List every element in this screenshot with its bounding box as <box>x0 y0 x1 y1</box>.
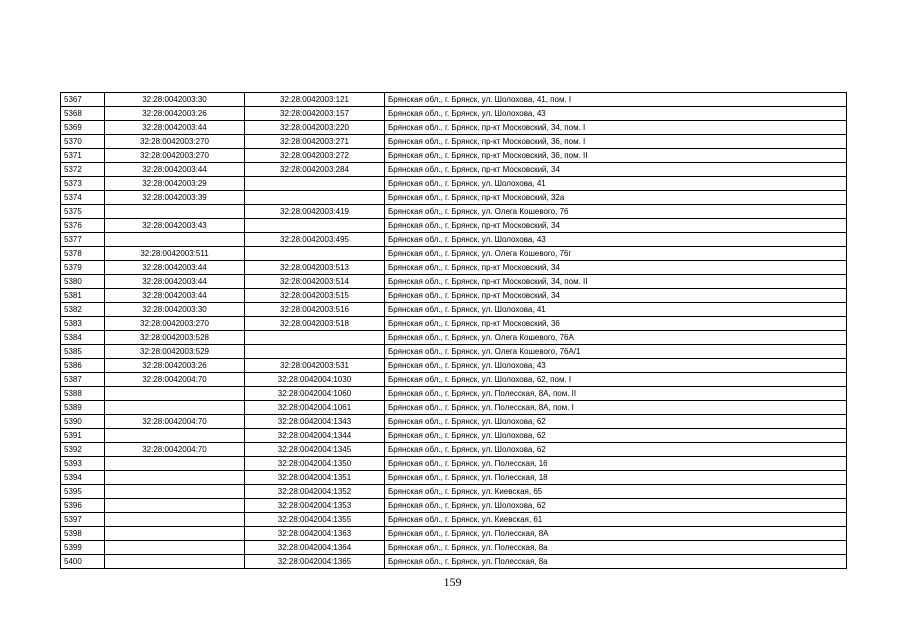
address-cell: Брянская обл., г. Брянск, пр-кт Московский, 34 <box>385 219 847 233</box>
address-cell: Брянская обл., г. Брянск, пр-кт Московский, 34, пом. II <box>385 275 847 289</box>
object-number-cell: 32:28:0042003:272 <box>245 149 385 163</box>
table-row <box>61 205 847 219</box>
table-row <box>61 555 847 569</box>
address-cell: Брянская обл., г. Брянск, пр-кт Московский, 36, пом. II <box>385 149 847 163</box>
parcel-number-cell: 32:28:0042003:26 <box>105 107 245 121</box>
row-number-cell: 5371 <box>61 149 105 163</box>
parcel-number-cell <box>105 499 245 513</box>
table-row <box>61 373 847 387</box>
object-number-cell: 32:28:0042003:121 <box>245 93 385 107</box>
parcel-number-cell <box>105 527 245 541</box>
row-number-cell: 5382 <box>61 303 105 317</box>
row-number-cell: 5368 <box>61 107 105 121</box>
row-number-cell: 5379 <box>61 261 105 275</box>
parcel-number-cell: 32:28:0042003:270 <box>105 149 245 163</box>
object-number-cell: 32:28:0042004:1351 <box>245 471 385 485</box>
parcel-number-cell: 32:28:0042003:44 <box>105 289 245 303</box>
object-number-cell: 32:28:0042004:1344 <box>245 429 385 443</box>
object-number-cell <box>245 345 385 359</box>
parcel-number-cell: 32:28:0042004:70 <box>105 415 245 429</box>
parcel-number-cell <box>105 471 245 485</box>
object-number-cell <box>245 219 385 233</box>
table-row <box>61 163 847 177</box>
row-number-cell: 5389 <box>61 401 105 415</box>
row-number-cell: 5397 <box>61 513 105 527</box>
table-row <box>61 345 847 359</box>
address-cell: Брянская обл., г. Брянск, ул. Шолохова, 43 <box>385 233 847 247</box>
parcel-number-cell: 32:28:0042003:44 <box>105 275 245 289</box>
address-cell: Брянская обл., г. Брянск, ул. Полесская, 8А, пом. II <box>385 387 847 401</box>
row-number-cell: 5385 <box>61 345 105 359</box>
object-number-cell: 32:28:0042003:513 <box>245 261 385 275</box>
parcel-number-cell: 32:28:0042003:30 <box>105 93 245 107</box>
row-number-cell: 5378 <box>61 247 105 261</box>
row-number-cell: 5392 <box>61 443 105 457</box>
row-number-cell: 5377 <box>61 233 105 247</box>
address-cell: Брянская обл., г. Брянск, пр-кт Московский, 34, пом. I <box>385 121 847 135</box>
table-row <box>61 387 847 401</box>
object-number-cell: 32:28:0042004:1350 <box>245 457 385 471</box>
object-number-cell: 32:28:0042003:157 <box>245 107 385 121</box>
table-row <box>61 401 847 415</box>
parcel-number-cell: 32:28:0042003:270 <box>105 317 245 331</box>
table-row <box>61 121 847 135</box>
object-number-cell: 32:28:0042003:284 <box>245 163 385 177</box>
object-number-cell <box>245 331 385 345</box>
table-row <box>61 135 847 149</box>
table-row <box>61 317 847 331</box>
table-row <box>61 261 847 275</box>
table-row <box>61 247 847 261</box>
table-row <box>61 275 847 289</box>
row-number-cell: 5374 <box>61 191 105 205</box>
parcel-number-cell: 32:28:0042004:70 <box>105 373 245 387</box>
address-cell: Брянская обл., г. Брянск, ул. Шолохова, 62 <box>385 415 847 429</box>
parcel-number-cell: 32:28:0042004:70 <box>105 443 245 457</box>
parcel-number-cell: 32:28:0042003:511 <box>105 247 245 261</box>
table-row <box>61 429 847 443</box>
object-number-cell: 32:28:0042003:515 <box>245 289 385 303</box>
table-row <box>61 415 847 429</box>
row-number-cell: 5398 <box>61 527 105 541</box>
address-cell: Брянская обл., г. Брянск, ул. Шолохова, 41, пом. I <box>385 93 847 107</box>
row-number-cell: 5384 <box>61 331 105 345</box>
object-number-cell: 32:28:0042003:531 <box>245 359 385 373</box>
address-cell: Брянская обл., г. Брянск, ул. Киевская, 61 <box>385 513 847 527</box>
object-number-cell: 32:28:0042003:495 <box>245 233 385 247</box>
object-number-cell: 32:28:0042004:1363 <box>245 527 385 541</box>
parcel-number-cell <box>105 485 245 499</box>
address-cell: Брянская обл., г. Брянск, пр-кт Московский, 34 <box>385 289 847 303</box>
registry-table <box>60 92 847 569</box>
row-number-cell: 5399 <box>61 541 105 555</box>
address-cell: Брянская обл., г. Брянск, ул. Шолохова, 62 <box>385 429 847 443</box>
parcel-number-cell <box>105 401 245 415</box>
object-number-cell: 32:28:0042004:1060 <box>245 387 385 401</box>
parcel-number-cell: 32:28:0042003:44 <box>105 121 245 135</box>
parcel-number-cell: 32:28:0042003:39 <box>105 191 245 205</box>
row-number-cell: 5391 <box>61 429 105 443</box>
table-row <box>61 219 847 233</box>
table-row <box>61 499 847 513</box>
object-number-cell: 32:28:0042003:419 <box>245 205 385 219</box>
row-number-cell: 5381 <box>61 289 105 303</box>
object-number-cell: 32:28:0042003:516 <box>245 303 385 317</box>
address-cell: Брянская обл., г. Брянск, ул. Олега Кошевого, 76 <box>385 205 847 219</box>
row-number-cell: 5369 <box>61 121 105 135</box>
object-number-cell <box>245 177 385 191</box>
address-cell: Брянская обл., г. Брянск, пр-кт Московский, 34 <box>385 163 847 177</box>
parcel-number-cell <box>105 429 245 443</box>
row-number-cell: 5380 <box>61 275 105 289</box>
row-number-cell: 5394 <box>61 471 105 485</box>
row-number-cell: 5370 <box>61 135 105 149</box>
table-row <box>61 359 847 373</box>
parcel-number-cell <box>105 541 245 555</box>
row-number-cell: 5390 <box>61 415 105 429</box>
parcel-number-cell <box>105 513 245 527</box>
address-cell: Брянская обл., г. Брянск, ул. Полесская, 8А, пом. I <box>385 401 847 415</box>
row-number-cell: 5373 <box>61 177 105 191</box>
parcel-number-cell: 32:28:0042003:529 <box>105 345 245 359</box>
table-row <box>61 527 847 541</box>
table-row <box>61 457 847 471</box>
parcel-number-cell <box>105 387 245 401</box>
row-number-cell: 5396 <box>61 499 105 513</box>
parcel-number-cell: 32:28:0042003:528 <box>105 331 245 345</box>
parcel-number-cell <box>105 233 245 247</box>
table-row <box>61 485 847 499</box>
address-cell: Брянская обл., г. Брянск, ул. Киевская, 65 <box>385 485 847 499</box>
address-cell: Брянская обл., г. Брянск, ул. Полесская, 16 <box>385 457 847 471</box>
object-number-cell: 32:28:0042003:518 <box>245 317 385 331</box>
table-row <box>61 331 847 345</box>
row-number-cell: 5387 <box>61 373 105 387</box>
parcel-number-cell <box>105 205 245 219</box>
table-row <box>61 149 847 163</box>
object-number-cell: 32:28:0042004:1364 <box>245 541 385 555</box>
parcel-number-cell <box>105 457 245 471</box>
table-row <box>61 471 847 485</box>
address-cell: Брянская обл., г. Брянск, ул. Шолохова, 43 <box>385 107 847 121</box>
object-number-cell: 32:28:0042003:514 <box>245 275 385 289</box>
parcel-number-cell: 32:28:0042003:30 <box>105 303 245 317</box>
row-number-cell: 5393 <box>61 457 105 471</box>
address-cell: Брянская обл., г. Брянск, ул. Олега Кошевого, 76г <box>385 247 847 261</box>
table-row <box>61 541 847 555</box>
table-row <box>61 303 847 317</box>
address-cell: Брянская обл., г. Брянск, ул. Олега Кошевого, 76А <box>385 331 847 345</box>
object-number-cell: 32:28:0042004:1355 <box>245 513 385 527</box>
row-number-cell: 5375 <box>61 205 105 219</box>
table-row <box>61 107 847 121</box>
parcel-number-cell: 32:28:0042003:29 <box>105 177 245 191</box>
object-number-cell: 32:28:0042004:1030 <box>245 373 385 387</box>
address-cell: Брянская обл., г. Брянск, ул. Шолохова, 41 <box>385 303 847 317</box>
parcel-number-cell: 32:28:0042003:43 <box>105 219 245 233</box>
address-cell: Брянская обл., г. Брянск, ул. Шолохова, 43 <box>385 359 847 373</box>
object-number-cell <box>245 191 385 205</box>
object-number-cell: 32:28:0042003:220 <box>245 121 385 135</box>
row-number-cell: 5367 <box>61 93 105 107</box>
table-row <box>61 233 847 247</box>
table-row <box>61 443 847 457</box>
parcel-number-cell <box>105 555 245 569</box>
address-cell: Брянская обл., г. Брянск, ул. Шолохова, 62, пом. I <box>385 373 847 387</box>
table-row <box>61 93 847 107</box>
table-row <box>61 289 847 303</box>
parcel-number-cell: 32:28:0042003:44 <box>105 261 245 275</box>
address-cell: Брянская обл., г. Брянск, пр-кт Московский, 34 <box>385 261 847 275</box>
address-cell: Брянская обл., г. Брянск, ул. Шолохова, 62 <box>385 443 847 457</box>
row-number-cell: 5388 <box>61 387 105 401</box>
object-number-cell: 32:28:0042004:1365 <box>245 555 385 569</box>
object-number-cell: 32:28:0042004:1352 <box>245 485 385 499</box>
object-number-cell: 32:28:0042004:1343 <box>245 415 385 429</box>
row-number-cell: 5395 <box>61 485 105 499</box>
parcel-number-cell: 32:28:0042003:44 <box>105 163 245 177</box>
row-number-cell: 5383 <box>61 317 105 331</box>
address-cell: Брянская обл., г. Брянск, ул. Олега Кошевого, 76А/1 <box>385 345 847 359</box>
address-cell: Брянская обл., г. Брянск, ул. Шолохова, 62 <box>385 499 847 513</box>
table-row <box>61 177 847 191</box>
parcel-number-cell: 32:28:0042003:26 <box>105 359 245 373</box>
row-number-cell: 5376 <box>61 219 105 233</box>
address-cell: Брянская обл., г. Брянск, пр-кт Московский, 32а <box>385 191 847 205</box>
registry-table-body <box>61 93 847 569</box>
row-number-cell: 5400 <box>61 555 105 569</box>
address-cell: Брянская обл., г. Брянск, ул. Полесская, 8а <box>385 541 847 555</box>
address-cell: Брянская обл., г. Брянск, пр-кт Московский, 36 <box>385 317 847 331</box>
table-row <box>61 513 847 527</box>
address-cell: Брянская обл., г. Брянск, ул. Полесская, 8а <box>385 555 847 569</box>
object-number-cell: 32:28:0042003:271 <box>245 135 385 149</box>
object-number-cell <box>245 247 385 261</box>
parcel-number-cell: 32:28:0042003:270 <box>105 135 245 149</box>
object-number-cell: 32:28:0042004:1353 <box>245 499 385 513</box>
object-number-cell: 32:28:0042004:1345 <box>245 443 385 457</box>
row-number-cell: 5386 <box>61 359 105 373</box>
address-cell: Брянская обл., г. Брянск, ул. Полесская, 18 <box>385 471 847 485</box>
table-row <box>61 191 847 205</box>
row-number-cell: 5372 <box>61 163 105 177</box>
address-cell: Брянская обл., г. Брянск, ул. Шолохова, 41 <box>385 177 847 191</box>
page-number: 159 <box>443 575 462 589</box>
address-cell: Брянская обл., г. Брянск, ул. Полесская, 8А <box>385 527 847 541</box>
address-cell: Брянская обл., г. Брянск, пр-кт Московский, 36, пом. I <box>385 135 847 149</box>
object-number-cell: 32:28:0042004:1061 <box>245 401 385 415</box>
